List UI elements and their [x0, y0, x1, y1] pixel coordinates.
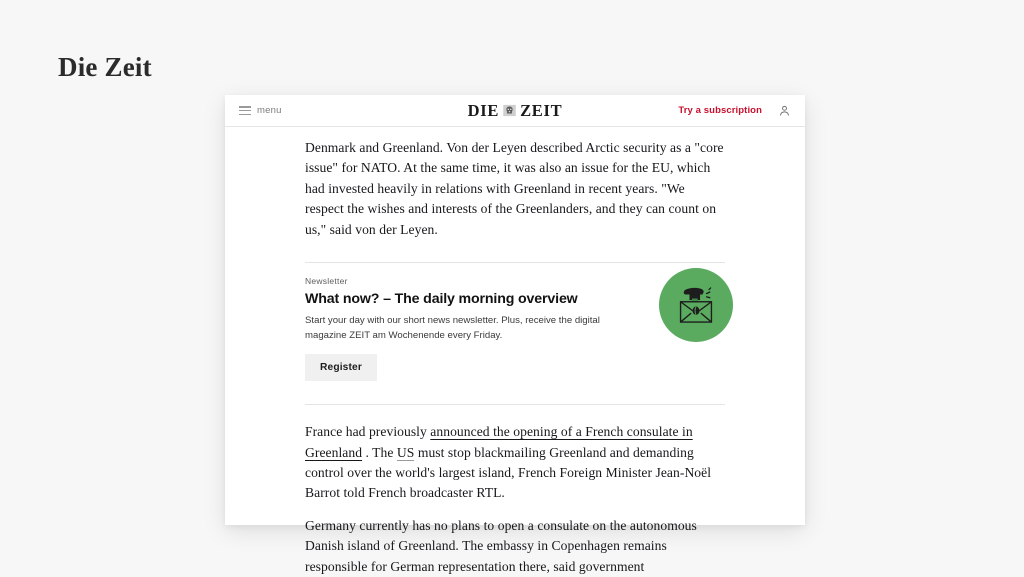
article-body-continued: [225, 405, 805, 577]
page-title: Die Zeit: [58, 52, 152, 82]
paragraph-2-mid-text: . The: [362, 444, 397, 460]
french-consulate-link[interactable]: announced the opening of a French consulate in Greenland: [305, 424, 693, 460]
paragraph-2-pre-text: France had previously: [305, 424, 431, 440]
envelope-coffee-icon: [659, 268, 733, 342]
abbr-us: US: [396, 444, 415, 460]
newsletter-description: Start your day with our short news newsletter. Plus, receive the digital magazine ZEIT am Wochenende every Friday.: [305, 315, 600, 341]
brand-word-left: DIE: [467, 100, 500, 120]
menu-button[interactable]: [239, 105, 282, 116]
user-account-icon[interactable]: [778, 104, 791, 117]
brand-word-right: ZEIT: [520, 100, 563, 120]
newsletter-text-block: [305, 276, 647, 343]
newsletter-promo: [225, 263, 805, 343]
article-paragraph-2: [305, 422, 725, 504]
try-a-subscription-link[interactable]: Try a subscription: [678, 105, 762, 116]
zeit-crest-icon: [502, 103, 517, 118]
menu-button-label: menu: [257, 105, 282, 116]
article-paragraph-3: Germany currently has no plans to open a consulate on the autonomous Danish island of Greenland. The embassy in Copenhagen remains responsible for German representation there, said government: [305, 517, 697, 574]
register-button[interactable]: Register: [305, 354, 377, 381]
paragraph-2-post-text: must stop blackmailing Greenland and demanding control over the world's largest island, French Foreign Minister Jean-Noël Barrot told French broadcaster RTL.: [305, 444, 712, 501]
article-body: [225, 127, 805, 240]
site-header: [225, 95, 805, 127]
newsletter-kicker: Newsletter: [305, 276, 348, 287]
header-right-group: [678, 104, 791, 117]
register-button-wrapper: [225, 343, 805, 381]
article-paragraph-1: Denmark and Greenland. Von der Leyen described Arctic security as a "core issue" for NATO. At the same time, it was also an issue for the EU, which had invested heavily in relations with Greenland in recent years. "We respect the wishes and interests of the Greenlanders, and they can count on us," said von der Leyen.: [305, 140, 724, 237]
newsletter-headline: What now? – The daily morning overview: [305, 291, 578, 308]
brand-logo[interactable]: [468, 101, 563, 121]
article-card: [225, 95, 805, 574]
hamburger-icon: [239, 106, 251, 115]
